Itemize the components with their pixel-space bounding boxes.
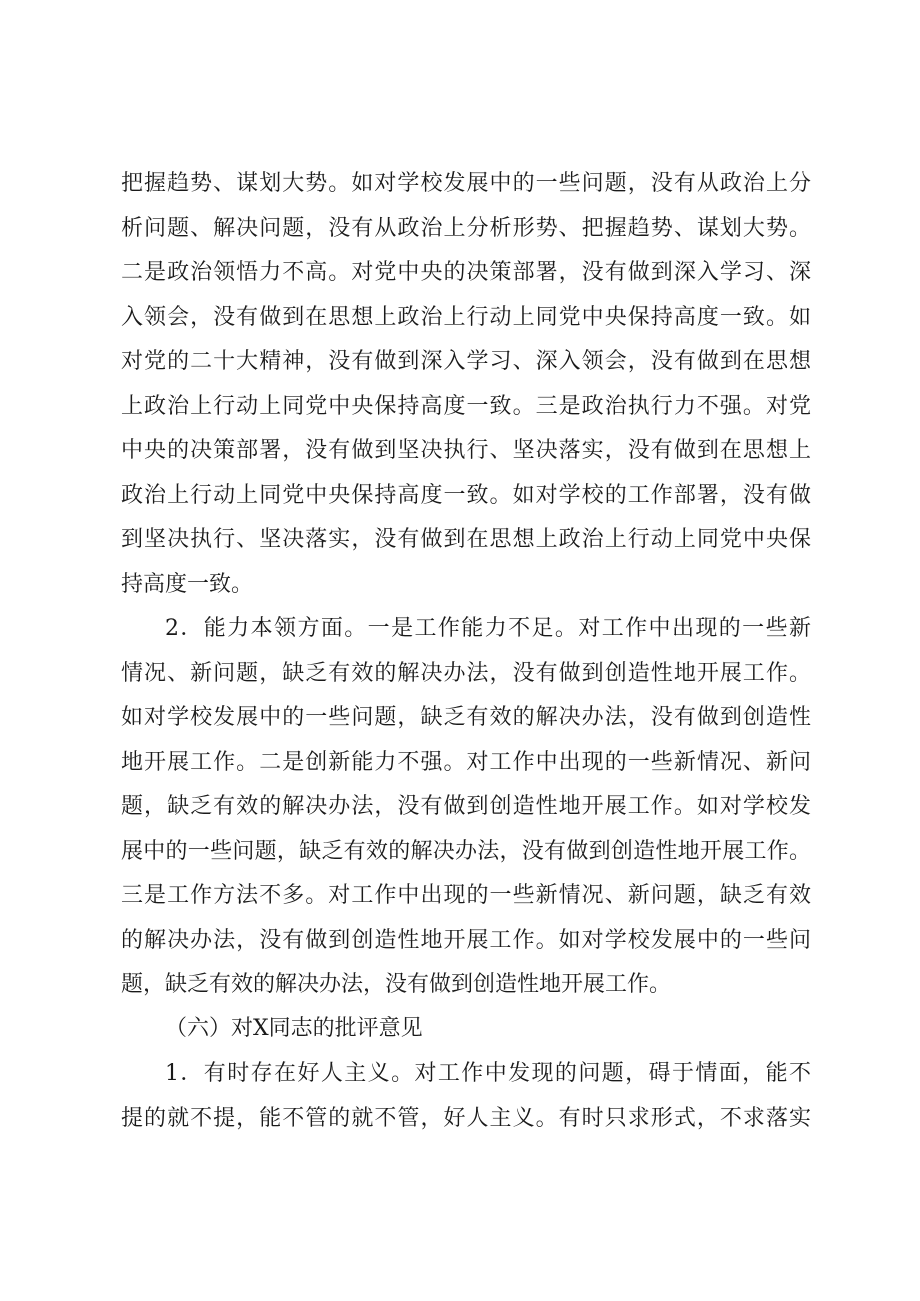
text-line: 持高度一致。: [121, 571, 254, 597]
text-line: 二是政治领悟力不高。对党中央的决策部署，没有做到深入学习、深: [121, 260, 811, 285]
text-line: 1．有时存在好人主义。对工作中发现的问题，碍于情面，能不: [165, 1061, 811, 1086]
text-line: 地开展工作。二是创新能力不强。对工作中出现的一些新情况、新问: [121, 749, 811, 775]
text-line: 析问题、解决问题，没有从政治上分析形势、把握趋势、谋划大势。: [121, 215, 811, 241]
text-line: 题，缺乏有效的解决办法，没有做到创造性地开展工作。如对学校发: [121, 794, 811, 819]
text-line: 到坚决执行、坚决落实，没有做到在思想上政治上行动上同党中央保: [121, 527, 811, 552]
text-line: 题，缺乏有效的解决办法，没有做到创造性地开展工作。: [121, 972, 672, 997]
text-line: 上政治上行动上同党中央保持高度一致。三是政治执行力不强。对党: [121, 393, 811, 419]
text-line: 2．能力本领方面。一是工作能力不足。对工作中出现的一些新: [165, 616, 811, 641]
text-line: 对党的二十大精神，没有做到深入学习、深入领会，没有做到在思想: [121, 349, 811, 374]
section-heading-6: [121, 1007, 811, 1052]
text-line: 提的就不提，能不管的就不管，好人主义。有时只求形式，不求落实: [121, 1105, 811, 1131]
section-heading-text: （六）对X同志的批评意见: [165, 1016, 423, 1041]
text-line: 如对学校发展中的一些问题，缺乏有效的解决办法，没有做到创造性: [121, 705, 811, 730]
text-line: 的解决办法，没有做到创造性地开展工作。如对学校发展中的一些问: [121, 927, 811, 953]
paragraph-good-person: [121, 1052, 811, 1141]
text-line: 政治上行动上同党中央保持高度一致。如对学校的工作部署，没有做: [121, 482, 811, 508]
text-line: 入领会，没有做到在思想上政治上行动上同党中央保持高度一致。如: [121, 304, 811, 330]
text-line: 中央的决策部署，没有做到坚决执行、坚决落实，没有做到在思想上: [121, 438, 811, 463]
paragraph-ability: [121, 607, 811, 1008]
text-line: 展中的一些问题，缺乏有效的解决办法，没有做到创造性地开展工作。: [121, 838, 811, 864]
text-line: 三是工作方法不多。对工作中出现的一些新情况、新问题，缺乏有效: [121, 883, 811, 908]
text-line: 情况、新问题，缺乏有效的解决办法，没有做到创造性地开展工作。: [121, 660, 811, 686]
text-line: 把握趋势、谋划大势。如对学校发展中的一些问题，没有从政治上分: [121, 171, 811, 196]
paragraph-political-continued: [121, 162, 811, 607]
